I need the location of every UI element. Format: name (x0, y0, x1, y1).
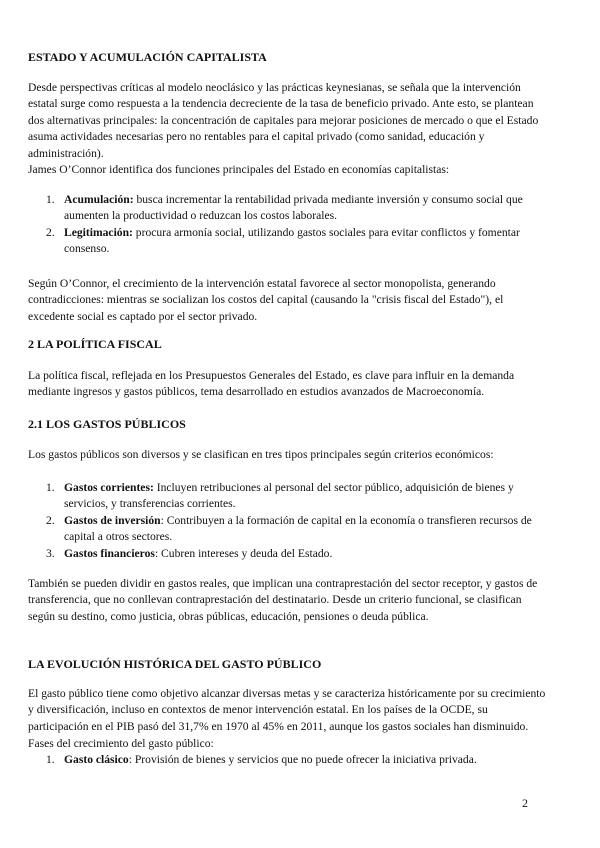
list-item (28, 513, 548, 546)
paragraph-politica-fiscal: La política fiscal, reflejada en los Presupuestos Generales del Estado, es clave para influir en la demanda mediante ingresos y gastos públicos, tema desarrollado en estudios avanzados de Macroeconomía. (28, 369, 515, 399)
heading-evolucion: LA EVOLUCIÓN HISTÓRICA DEL GASTO PÚBLICO (28, 657, 322, 671)
list-funciones-estado (28, 192, 548, 258)
list-text: procura armonía social, utilizando gastos sociales para evitar conflictos y fomentar consenso. (64, 225, 520, 256)
list-number: 2. (46, 225, 55, 239)
list-item (28, 480, 548, 513)
heading-estado: ESTADO Y ACUMULACIÓN CAPITALISTA (28, 50, 267, 64)
list-text: Incluyen retribuciones al personal del sector público, adquisición de bienes y servicios, y transferencias corrientes. (64, 481, 514, 511)
list-item (28, 752, 548, 768)
list-item (28, 546, 548, 562)
list-number: 2. (46, 513, 55, 527)
page-number: 2 (522, 796, 528, 810)
paragraph-fases: Fases del crecimiento del gasto público: (28, 737, 214, 750)
paragraph-oconnor-crisis: Según O’Connor, el crecimiento de la intervención estatal favorece al sector monopolista, generando contradicciones: mientras se socializan los costos del capital (causando la "crisis fiscal del Estado"), el excedente social es captado por el sector privado. (28, 277, 504, 323)
heading-gastos-publicos: 2.1 LOS GASTOS PÚBLICOS (28, 417, 186, 431)
list-term: Gastos corrientes: (64, 481, 154, 494)
list-number: 1. (46, 193, 55, 206)
list-text: busca incrementar la rentabilidad privada mediante inversión y consumo social que aumenten la productividad o reduzcan los costos laborales. (64, 193, 523, 223)
list-fases-gasto (28, 752, 548, 768)
paragraph-estado-intro: Desde perspectivas críticas al modelo neoclásico y las prácticas keynesianas, se señala que la intervención estatal surge como respuesta a la tendencia decreciente de la tasa de beneficio privado. Ante esto, se plantean dos alternativas principales: la concentración de capitales para mejorar posiciones de mercado o que el Estado asuma actividades necesarias pero no rentables para el capital privado (como sanidad, educación y administración). (28, 81, 539, 160)
list-term: Gastos financieros (64, 546, 155, 560)
list-text: : Contribuyen a la formación de capital en la economía o transfieren recursos de capital a otros sectores. (64, 513, 532, 544)
list-term: Legitimación: (64, 225, 133, 239)
list-text: : Cubren intereses y deuda del Estado. (154, 546, 333, 560)
list-item (28, 192, 548, 225)
paragraph-oconnor: James O’Connor identifica dos funciones principales del Estado en economías capitalistas: (28, 163, 450, 176)
paragraph-gastos-intro: Los gastos públicos son diversos y se clasifican en tres tipos principales según criterios económicos: (28, 448, 494, 461)
heading-politica-fiscal: 2 LA POLÍTICA FISCAL (28, 337, 162, 351)
paragraph-evolucion: El gasto público tiene como objetivo alcanzar diversas metas y se caracteriza históricamente por su crecimiento y diversificación, incluso en contextos de menor intervención estatal. En los países de la OCDE, su participación en el PIB pasó del 31,7% en 1970 al 45% en 2011, aunque los gastos sociales han disminuido. (28, 687, 546, 733)
list-term: Acumulación: (64, 193, 134, 206)
list-number: 1. (46, 481, 55, 494)
list-term: Gastos de inversión (64, 513, 161, 527)
paragraph-gastos-reales: También se pueden dividir en gastos reales, que implican una contraprestación del sector receptor, y gastos de transferencia, que no conllevan contraprestación del destinatario. Desde un criterio funcional, se clasifican según su destino, como justicia, obras públicas, educación, pensiones o deuda pública. (28, 577, 538, 623)
list-number: 3. (46, 546, 55, 560)
list-item (28, 225, 548, 258)
list-text: : Provisión de bienes y servicios que no puede ofrecer la iniciativa privada. (128, 753, 477, 766)
list-number: 1. (46, 753, 55, 766)
list-tipos-gastos (28, 480, 548, 562)
list-term: Gasto clásico (64, 753, 129, 766)
